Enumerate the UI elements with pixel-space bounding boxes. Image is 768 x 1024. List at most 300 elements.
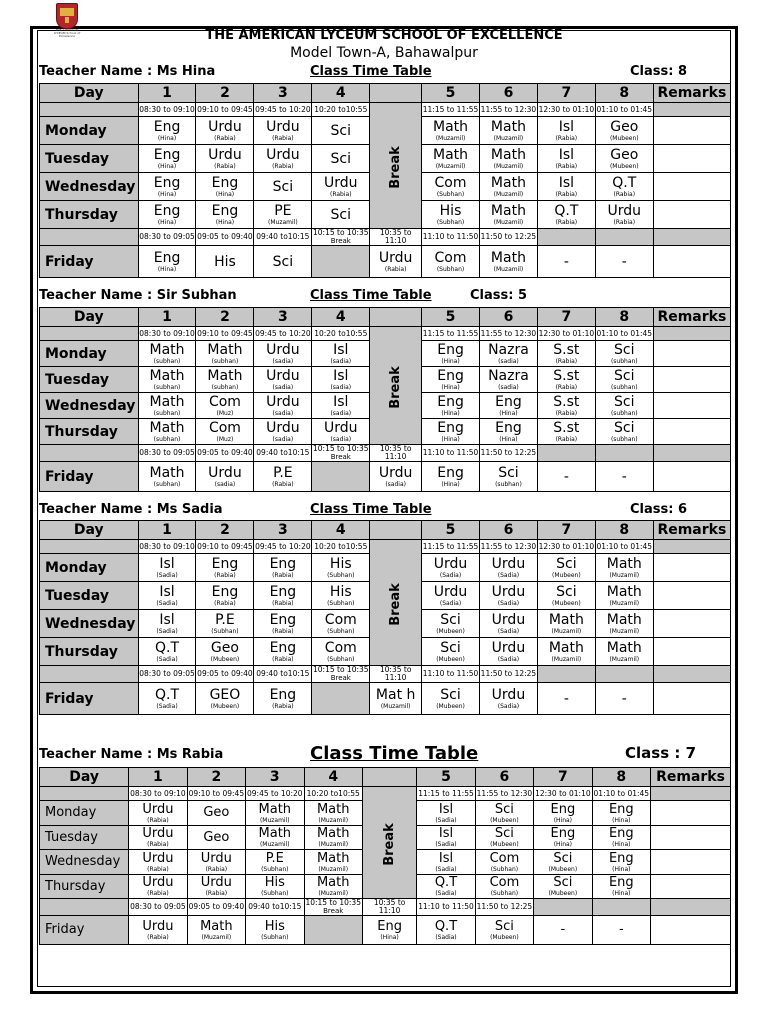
teacher: (Rabia) — [147, 890, 169, 898]
remarks-cell — [653, 683, 730, 715]
teacher: (sadia) — [272, 436, 294, 443]
friday-break-label: Break — [323, 907, 344, 915]
teacher: (subhan) — [153, 384, 181, 391]
remarks-cell — [653, 145, 730, 173]
friday-break-label: Break — [330, 453, 351, 461]
subject: Sci — [614, 420, 635, 436]
remarks-cell — [651, 916, 731, 945]
subject: Urdu — [266, 368, 300, 384]
period-cell — [537, 117, 595, 145]
subject: Urdu — [208, 147, 242, 163]
subject: Math — [316, 875, 350, 891]
timetable-title: Class Time Table — [310, 743, 479, 764]
teacher: (subhan) — [211, 358, 239, 365]
logo-caption: THE AMERICAN LYCEUM School of Excellence — [53, 28, 81, 38]
subject: Eng — [608, 875, 634, 891]
teacher: (subhan) — [495, 481, 522, 488]
period-header: 5 — [422, 84, 480, 103]
period-cell — [138, 117, 196, 145]
period-cell — [196, 683, 254, 715]
period-cell — [312, 117, 370, 145]
friday-time: 08:30 to 09:05 — [138, 229, 196, 246]
period-cell — [537, 173, 595, 201]
period-cell — [534, 916, 592, 945]
subject: Sci — [498, 465, 519, 481]
period-cell — [138, 145, 196, 173]
subject: Com — [324, 612, 357, 628]
period-cell — [187, 825, 245, 850]
period-cell — [254, 554, 312, 582]
subject: Eng — [437, 342, 464, 358]
subject: Math — [606, 640, 642, 656]
period-cell — [537, 462, 595, 492]
teacher: (Mubeen) — [436, 656, 465, 663]
subject: Math — [149, 394, 185, 410]
subject: Urdu — [378, 250, 413, 266]
subject: Eng — [608, 801, 634, 817]
period-cell — [537, 683, 595, 715]
subject: Urdu — [378, 465, 413, 481]
crest-icon — [56, 3, 78, 29]
teacher: (Sadia) — [156, 572, 178, 579]
teacher: (Rabia) — [214, 163, 236, 170]
subject: Math — [316, 850, 350, 866]
teacher: (sadia) — [272, 410, 294, 417]
teacher: (Hina) — [499, 410, 518, 417]
period-cell — [417, 874, 475, 899]
period-cell — [138, 341, 196, 367]
teacher: (Muzamil) — [268, 219, 298, 226]
subject: Eng — [437, 368, 464, 384]
teacher: (Sadia) — [156, 600, 178, 607]
subject: Isl — [558, 119, 575, 135]
period-time: 09:45 to 10:20 — [254, 327, 312, 341]
period-cell — [138, 419, 196, 445]
subject: Com — [208, 394, 241, 410]
break-header — [370, 84, 422, 103]
period-header: 7 — [537, 84, 595, 103]
teacher: (Rabia) — [613, 219, 636, 226]
period-cell — [138, 462, 196, 492]
teacher: (subhan) — [211, 384, 239, 391]
period-time: 01:10 to 01:45 — [595, 327, 653, 341]
teacher: (Hina) — [441, 481, 460, 488]
period-header: 2 — [196, 84, 254, 103]
subject: Urdu — [607, 203, 642, 219]
friday-time: 08:30 to 09:05 — [138, 445, 196, 462]
timetable-table — [39, 767, 731, 945]
subject: - — [563, 690, 569, 707]
period-time: 08:30 to 09:10 — [138, 540, 196, 554]
period-time: 08:30 to 09:10 — [138, 103, 196, 117]
teacher: (Mubeen) — [490, 933, 519, 941]
friday-time-spacer — [537, 229, 595, 246]
break-column — [370, 327, 422, 445]
remarks-spacer — [653, 103, 730, 117]
teacher: (Muz) — [216, 410, 234, 417]
period-cell — [138, 201, 196, 229]
period-time: 11:15 to 11:55 — [417, 787, 475, 801]
subject: Math — [258, 826, 292, 842]
subject: Mat h — [375, 687, 416, 703]
teacher: (Subhan) — [261, 933, 289, 941]
teacher: (subhan) — [153, 481, 181, 488]
period-header: 4 — [312, 84, 370, 103]
friday-time — [304, 899, 362, 916]
period-time: 12:30 to 01:10 — [534, 787, 592, 801]
period-cell — [592, 916, 650, 945]
day-cell: Monday — [40, 801, 129, 826]
day-cell: Thursday — [40, 638, 139, 666]
period-cell — [254, 367, 312, 393]
period-cell — [138, 610, 196, 638]
teacher: (Mubeen) — [548, 865, 578, 873]
subject: Isl — [333, 342, 349, 358]
subject: Urdu — [142, 875, 174, 891]
period-header: 2 — [187, 768, 245, 787]
teacher: (Mubeen) — [609, 163, 639, 170]
period-header: 6 — [475, 768, 533, 787]
subject: P.E — [273, 465, 293, 481]
friday-time-spacer — [537, 445, 595, 462]
subject: Eng — [269, 687, 297, 703]
teacher: (Sadia) — [435, 933, 457, 941]
teacher: (subhan) — [610, 384, 638, 391]
subject: Math — [490, 147, 526, 163]
friday-time-spacer — [595, 229, 653, 246]
friday-time: 09:40 to10:15 — [246, 899, 304, 916]
subject: Isl — [438, 850, 454, 866]
period-cell — [312, 638, 370, 666]
period-cell — [417, 825, 475, 850]
subject: His — [264, 875, 285, 891]
friday-time: 11:10 to 11:50 — [422, 666, 480, 683]
subject: Math — [207, 342, 243, 358]
subject: Urdu — [266, 342, 300, 358]
teacher: (Sadia) — [439, 600, 462, 607]
period-cell — [304, 874, 362, 899]
period-cell — [475, 850, 533, 875]
period-cell — [312, 341, 370, 367]
teacher: (Rabia) — [555, 219, 578, 226]
friday-row — [40, 916, 731, 945]
period-header: 3 — [246, 768, 304, 787]
subject: - — [621, 690, 627, 707]
break-column — [370, 103, 422, 229]
period-cell — [479, 683, 537, 715]
period-cell — [422, 683, 480, 715]
subject: His — [214, 253, 236, 270]
period-cell — [138, 246, 196, 278]
period-cell — [422, 173, 480, 201]
teacher: (Muzamil) — [609, 656, 640, 663]
period-cell — [479, 638, 537, 666]
subject: Math — [258, 801, 292, 817]
subject: Sci — [614, 394, 635, 410]
subject: Geo — [610, 147, 639, 163]
teacher-name: Teacher Name : Ms Rabia — [39, 747, 224, 762]
period-cell — [422, 582, 480, 610]
friday-time — [312, 666, 370, 683]
remarks-spacer — [653, 327, 730, 341]
subject: Q.T — [155, 687, 180, 703]
teacher: (Rabia) — [272, 135, 294, 142]
subject: Eng — [153, 175, 181, 191]
teacher: (Rabia) — [214, 572, 236, 579]
period-cell — [417, 801, 475, 826]
time-row-spacer — [40, 540, 139, 554]
period-header: 4 — [304, 768, 362, 787]
remarks-cell — [653, 201, 730, 229]
period-header: 7 — [534, 768, 592, 787]
day-cell: Monday — [40, 341, 139, 367]
period-cell — [537, 367, 595, 393]
subject: Math — [149, 368, 185, 384]
day-cell: Wednesday — [40, 850, 129, 875]
period-cell — [312, 610, 370, 638]
teacher: (Sadia) — [156, 628, 178, 635]
subject: Eng — [437, 394, 464, 410]
friday-time-row — [40, 666, 731, 683]
period-cell — [595, 246, 653, 278]
teacher: (Rabia) — [147, 841, 169, 849]
teacher: (sadia) — [330, 384, 352, 391]
remarks-cell — [653, 173, 730, 201]
subject: Urdu — [491, 612, 526, 628]
subject: - — [560, 922, 566, 938]
teacher: (Rabia) — [214, 600, 236, 607]
remarks-cell — [651, 801, 731, 826]
teacher: (Hina) — [157, 163, 177, 170]
period-cell — [537, 201, 595, 229]
teacher: (Rabia) — [555, 191, 578, 198]
day-cell: Tuesday — [40, 582, 139, 610]
subject: Eng — [550, 826, 576, 842]
subject: Math — [316, 826, 350, 842]
teacher: (Muzamil) — [435, 163, 466, 170]
subject: Sci — [440, 687, 461, 703]
subject: Math — [149, 420, 185, 436]
period-cell — [537, 246, 595, 278]
day-cell: Tuesday — [40, 367, 139, 393]
period-header: 6 — [479, 308, 537, 327]
friday-time: 10:15 to 10:35 — [313, 665, 369, 674]
period-cell — [196, 341, 254, 367]
teacher: (Muzamil) — [609, 600, 640, 607]
teacher: (Rabia) — [147, 816, 169, 824]
subject: Isl — [159, 556, 175, 572]
subject: His — [264, 918, 285, 934]
teacher: (Rabia) — [272, 628, 294, 635]
period-time: 11:55 to 12:30 — [475, 787, 533, 801]
period-cell — [592, 874, 650, 899]
teacher: (Hina) — [215, 191, 235, 198]
period-cell — [196, 554, 254, 582]
teacher: (Muzamil) — [493, 266, 524, 273]
teacher: (sadia) — [272, 358, 294, 365]
period-cell — [312, 246, 370, 278]
period-time: 08:30 to 09:10 — [129, 787, 187, 801]
header-row — [40, 768, 731, 787]
friday-time: 09:05 to 09:40 — [196, 229, 254, 246]
timetable-title: Class Time Table — [310, 288, 432, 303]
period-cell — [595, 145, 653, 173]
period-cell — [138, 367, 196, 393]
teacher-name: Teacher Name : Ms Sadia — [39, 502, 223, 517]
period-time: 10:20 to10:55 — [312, 103, 370, 117]
class-number: Class : 7 — [625, 744, 697, 762]
friday-time-row — [40, 899, 731, 916]
teacher: (Rabia) — [555, 358, 578, 365]
subject: S.st — [553, 342, 580, 358]
subject: Eng — [153, 119, 181, 135]
period-cell — [254, 173, 312, 201]
remarks-cell — [653, 117, 730, 145]
teacher: (subhan) — [153, 410, 181, 417]
friday-row — [40, 683, 731, 715]
break-column — [362, 787, 416, 899]
subject: Com — [434, 250, 467, 266]
subject: Isl — [333, 394, 349, 410]
period-time: 11:55 to 12:30 — [479, 540, 537, 554]
subject: Urdu — [491, 640, 526, 656]
break-header — [370, 521, 422, 540]
teacher: (Muzamil) — [493, 219, 524, 226]
subject: - — [563, 253, 569, 270]
teacher: (Subhan) — [327, 600, 355, 607]
teacher: (Sadia) — [435, 890, 457, 898]
subject: Urdu — [266, 394, 300, 410]
friday-time: 09:05 to 09:40 — [196, 445, 254, 462]
subject: Geo — [610, 119, 639, 135]
friday-time-spacer — [595, 666, 653, 683]
period-cell — [254, 610, 312, 638]
teacher: (Muzamil) — [318, 816, 349, 824]
period-cell — [479, 367, 537, 393]
period-header: 4 — [312, 308, 370, 327]
friday-time: 10:35 to 11:10 — [370, 666, 422, 683]
subject: - — [621, 468, 627, 485]
period-cell — [592, 825, 650, 850]
teacher: (Hina) — [612, 865, 631, 873]
period-cell — [475, 874, 533, 899]
subject: PE — [274, 203, 292, 219]
teacher: (Subhan) — [436, 191, 465, 198]
subject: Sci — [494, 918, 514, 934]
teacher: (Hina) — [157, 135, 177, 142]
friday-time: 09:40 to10:15 — [254, 229, 312, 246]
period-time: 11:15 to 11:55 — [422, 540, 480, 554]
subject: Math — [433, 119, 469, 135]
period-header: 3 — [254, 521, 312, 540]
teacher: (Mubeen) — [552, 572, 581, 579]
teacher: (Muzamil) — [318, 841, 349, 849]
subject: Urdu — [433, 556, 468, 572]
subject: Q.T — [612, 175, 637, 191]
subject: Urdu — [324, 420, 358, 436]
period-cell — [417, 850, 475, 875]
subject: Sci — [494, 801, 514, 817]
teacher: (Subhan) — [211, 628, 239, 635]
period-cell — [312, 145, 370, 173]
period-cell — [254, 145, 312, 173]
period-cell — [196, 638, 254, 666]
subject: Sci — [440, 640, 461, 656]
period-cell — [312, 419, 370, 445]
subject: Urdu — [491, 687, 526, 703]
teacher: (Mubeen) — [210, 703, 240, 710]
header-row — [40, 521, 731, 540]
period-header: 1 — [138, 308, 196, 327]
subject: Urdu — [491, 584, 526, 600]
period-cell — [246, 916, 304, 945]
teacher: (Hina) — [612, 890, 631, 898]
friday-time: 10:15 to 10:35 — [313, 228, 369, 237]
teacher: (Subhan) — [261, 890, 289, 898]
friday-time: 09:40 to10:15 — [254, 666, 312, 683]
teacher: (Rabia) — [613, 191, 636, 198]
remarks-header: Remarks — [651, 768, 731, 787]
period-cell — [138, 393, 196, 419]
teacher: (Muzamil) — [318, 865, 349, 873]
subject: Math — [316, 801, 350, 817]
day-cell: Friday — [40, 683, 139, 715]
day-cell: Thursday — [40, 874, 129, 899]
period-cell — [187, 874, 245, 899]
period-cell — [254, 638, 312, 666]
period-cell — [312, 582, 370, 610]
break-column — [370, 540, 422, 666]
period-cell — [479, 173, 537, 201]
teacher: (Rabia) — [272, 163, 294, 170]
period-cell — [537, 419, 595, 445]
subject: Eng — [211, 556, 239, 572]
teacher: (Subhan) — [490, 865, 519, 873]
subject: Sci — [272, 178, 294, 195]
day-cell: Monday — [40, 117, 139, 145]
teacher: (Mubeen) — [490, 841, 519, 849]
subject: Sci — [330, 150, 352, 167]
friday-time: 10:15 to 10:35 — [313, 444, 369, 453]
period-time: 11:15 to 11:55 — [422, 103, 480, 117]
teacher: (subhan) — [153, 358, 181, 365]
remarks-header: Remarks — [653, 84, 730, 103]
subject: Eng — [269, 640, 297, 656]
subject: Math — [548, 612, 584, 628]
period-cell — [595, 367, 653, 393]
period-time: 09:45 to 10:20 — [254, 103, 312, 117]
subject: Eng — [608, 826, 634, 842]
period-cell — [304, 801, 362, 826]
teacher: (sadia) — [330, 436, 352, 443]
teacher: (Mubeen) — [436, 703, 465, 710]
subject: P.E — [265, 850, 284, 866]
teacher: (Sadia) — [439, 572, 462, 579]
friday-time-spacer — [651, 899, 731, 916]
teacher: (Rabia) — [555, 163, 578, 170]
period-cell — [595, 582, 653, 610]
subject: His — [329, 584, 352, 600]
friday-time-row — [40, 229, 731, 246]
subject: Q.T — [155, 640, 180, 656]
period-cell — [370, 462, 422, 492]
teacher: (Sadia) — [497, 572, 520, 579]
friday-time — [312, 229, 370, 246]
period-cell — [595, 419, 653, 445]
remarks-cell — [653, 610, 730, 638]
period-time: 11:15 to 11:55 — [422, 327, 480, 341]
subject: Isl — [333, 368, 349, 384]
